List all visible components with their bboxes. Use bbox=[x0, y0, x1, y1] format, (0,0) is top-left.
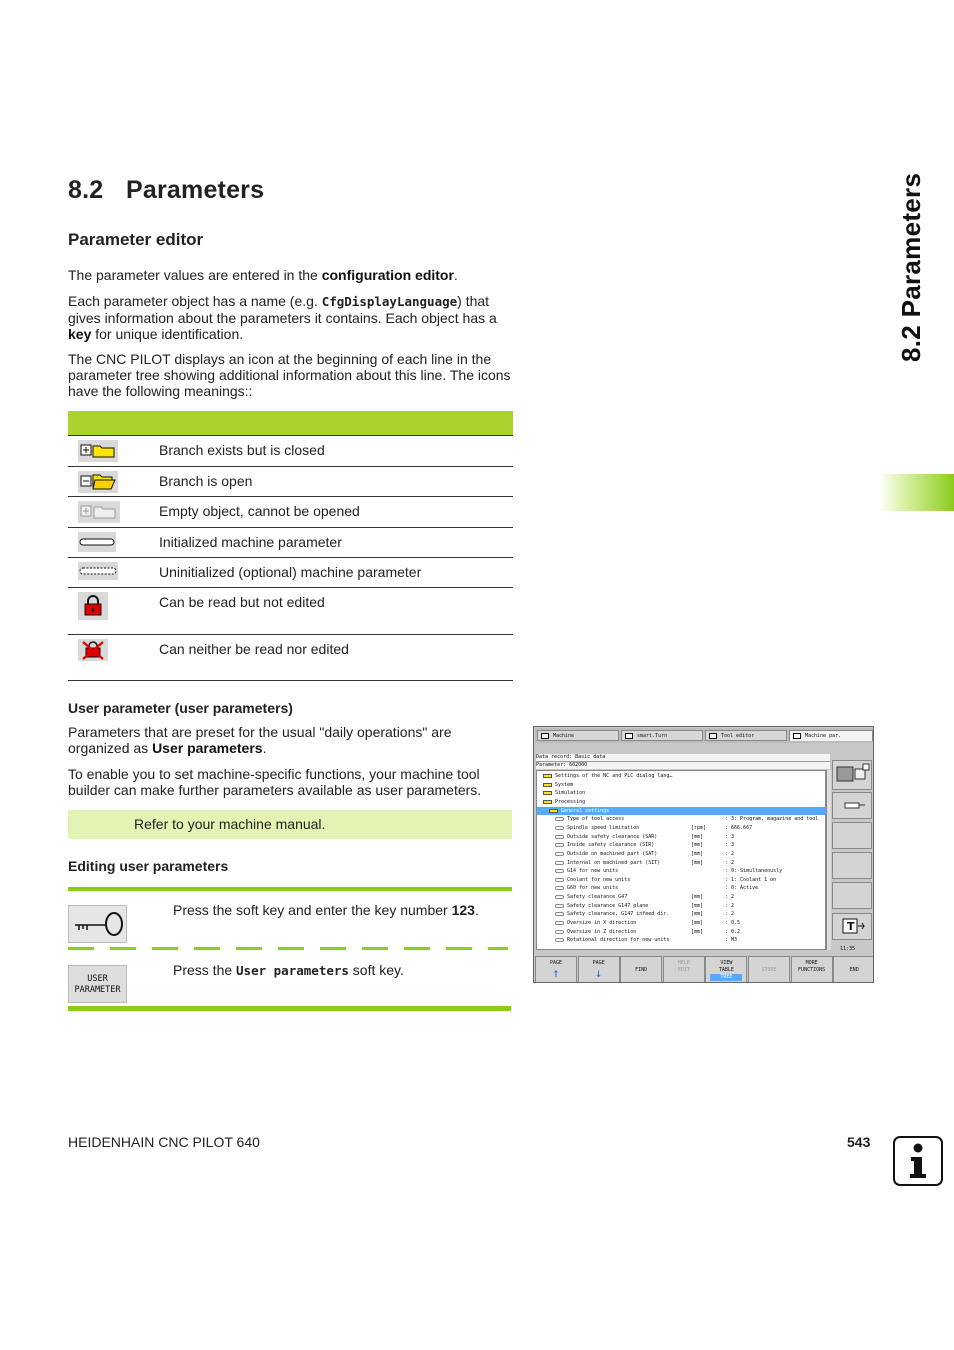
softkey-line-2: FIND bbox=[635, 967, 648, 973]
tree-row-label: Coolant for new units bbox=[567, 876, 631, 883]
machine-manual-note bbox=[68, 810, 512, 839]
step-2-text: Press the User parameters soft key. bbox=[173, 962, 404, 978]
tree-row[interactable] bbox=[537, 902, 827, 910]
side-chapter-title: 8.2 Parameters bbox=[896, 172, 926, 362]
view-tree-indicator: TREE bbox=[710, 974, 742, 981]
tree-row-label: Internal on machined part (SIT) bbox=[567, 859, 661, 866]
tree-row-label: Type of tool access bbox=[567, 816, 625, 823]
folder-icon bbox=[543, 800, 552, 804]
tree-row[interactable] bbox=[537, 893, 827, 901]
tree-row[interactable] bbox=[537, 772, 827, 780]
smart-turn-icon bbox=[625, 733, 633, 739]
table-row bbox=[68, 635, 513, 681]
tree-row-label: Outside on machined part (SAT) bbox=[567, 850, 658, 857]
param-icon bbox=[555, 826, 564, 830]
tree-row-unit: [mm] bbox=[691, 928, 704, 935]
tree-row[interactable] bbox=[537, 876, 827, 884]
screenshot-tab-bar bbox=[535, 728, 874, 743]
tree-row-label: General settings bbox=[561, 807, 610, 814]
param-icon bbox=[555, 878, 564, 882]
editing-title: Editing user parameters bbox=[68, 858, 229, 874]
tree-row[interactable] bbox=[537, 833, 827, 841]
softkey[interactable] bbox=[748, 956, 790, 983]
tree-row[interactable] bbox=[537, 867, 827, 875]
table-row-text: Branch exists but is closed bbox=[159, 442, 325, 458]
chapter-marker bbox=[879, 474, 954, 511]
heading-number: 8.2 bbox=[68, 176, 104, 204]
icon-meaning-table bbox=[68, 411, 513, 681]
tree-row-label: Simulation bbox=[555, 790, 586, 797]
table-row-text: Branch is open bbox=[159, 473, 253, 489]
tree-row-unit: [mm] bbox=[691, 833, 704, 840]
tree-row-value: : 0.2 bbox=[725, 928, 741, 935]
page-heading bbox=[68, 176, 264, 205]
tab-machine-par: Machine par. bbox=[789, 730, 873, 741]
tree-row-label: Spindle speed limitation bbox=[567, 824, 640, 831]
tree-row[interactable] bbox=[537, 859, 827, 867]
tree-row-value: : 666.667 bbox=[725, 824, 753, 831]
softkey-line-1: VIEW bbox=[720, 960, 733, 966]
svg-text:T: T bbox=[847, 920, 855, 933]
softkey[interactable] bbox=[833, 956, 874, 983]
param-icon bbox=[555, 930, 564, 934]
wrench-icon bbox=[832, 792, 872, 819]
param-icon bbox=[555, 817, 564, 821]
tree-row-value: : 2 bbox=[725, 902, 735, 909]
machine-mode-icon bbox=[832, 760, 872, 790]
tree-row[interactable] bbox=[537, 919, 827, 927]
softkey[interactable] bbox=[620, 956, 662, 983]
table-row-text: Can neither be read nor edited bbox=[159, 641, 349, 657]
tree-row-value: : 2 bbox=[725, 859, 735, 866]
machine-par-icon bbox=[793, 733, 801, 739]
tree-row-label: Settings of the NC and PLC dialog lang… bbox=[555, 773, 673, 779]
lock-icon bbox=[78, 592, 108, 623]
tree-row[interactable] bbox=[537, 815, 827, 823]
steps-separator bbox=[68, 947, 508, 950]
tree-row-label: Rotational direction for new units bbox=[567, 937, 670, 944]
heading-title: Parameters bbox=[126, 176, 265, 204]
tree-row-value: : 3: Program, magazine and tool bbox=[725, 816, 819, 823]
softkey-line-1 bbox=[621, 960, 661, 967]
param-icon bbox=[555, 861, 564, 865]
tree-row-unit: [mm] bbox=[691, 911, 704, 918]
table-row bbox=[68, 588, 513, 635]
softkey-line-1: HELP bbox=[677, 960, 690, 966]
softkey-line-2: FUNCTIONS bbox=[798, 967, 826, 973]
user-params-paragraph-1: Parameters that are preset for the usual "daily operations" are organized as User parameters. bbox=[68, 724, 452, 756]
softkey-line-1: PAGE bbox=[592, 960, 605, 966]
tree-row-value: : 2 bbox=[725, 911, 735, 918]
param-icon bbox=[555, 886, 564, 890]
softkey[interactable] bbox=[663, 956, 705, 983]
param-icon bbox=[555, 912, 564, 916]
tree-row[interactable] bbox=[537, 824, 827, 832]
tree-row-value: : 0.5 bbox=[725, 920, 741, 927]
softkey-line-2: END bbox=[849, 967, 859, 973]
tree-row[interactable] bbox=[537, 807, 827, 815]
tree-row-label: System bbox=[555, 781, 574, 788]
tab-tool-editor: Tool editor bbox=[705, 730, 787, 741]
tree-row-value: : M3 bbox=[725, 937, 738, 944]
param-icon bbox=[555, 904, 564, 908]
table-row-text: Uninitialized (optional) machine parameter bbox=[159, 564, 422, 580]
param-icon bbox=[555, 938, 564, 942]
tree-row-label: G14 for new units bbox=[567, 868, 619, 875]
param-icon bbox=[555, 921, 564, 925]
tree-row-unit: [mm] bbox=[691, 902, 704, 909]
key-softkey-icon bbox=[68, 905, 127, 943]
tree-row-unit: [mm] bbox=[691, 842, 704, 849]
tree-row-value: : 2 bbox=[725, 850, 735, 857]
tree-row-unit: [mm] bbox=[691, 859, 704, 866]
tree-row-value: : 3 bbox=[725, 842, 735, 849]
steps-bottom-rule bbox=[68, 1006, 511, 1011]
folder-icon bbox=[549, 809, 558, 813]
softkey[interactable] bbox=[535, 956, 577, 983]
softkey-line-1: PAGE bbox=[549, 960, 563, 966]
softkey-line-2: TABLE bbox=[718, 967, 734, 973]
section-title: Parameter editor bbox=[68, 230, 204, 249]
intro-paragraph-1: The parameter values are entered in the configuration editor. bbox=[68, 267, 458, 283]
tree-row[interactable] bbox=[537, 841, 827, 849]
table-row bbox=[68, 497, 513, 528]
tree-row-value: : 2 bbox=[725, 894, 735, 901]
table-row bbox=[68, 558, 513, 588]
softkey-line-2: ↑ bbox=[552, 966, 560, 980]
tree-row-value: : 3 bbox=[725, 833, 735, 840]
tree-row[interactable] bbox=[537, 884, 827, 892]
folder-icon bbox=[543, 783, 552, 787]
side-softkey-blank-3 bbox=[832, 882, 872, 909]
softkey-line-2: ↓ bbox=[594, 966, 603, 980]
tree-row[interactable] bbox=[537, 798, 827, 806]
tree-row-unit: [mm] bbox=[691, 920, 704, 927]
tree-row-label: Outside safety clearance (SAR) bbox=[567, 833, 658, 840]
steps-top-rule bbox=[68, 887, 512, 891]
user-params-title: User parameter (user parameters) bbox=[68, 700, 293, 716]
param-icon bbox=[555, 895, 564, 899]
param-uninitialized-icon bbox=[78, 562, 118, 583]
intro-paragraph-3: The CNC PILOT displays an icon at the beginning of each line in the parameter tree showing additional information about this line. The icons have the following meanings:: bbox=[68, 351, 511, 399]
folder-open-icon bbox=[78, 471, 118, 496]
softkey[interactable] bbox=[791, 956, 833, 983]
tool-t-icon bbox=[832, 913, 872, 940]
machine-icon bbox=[541, 733, 549, 739]
tree-row[interactable] bbox=[537, 789, 827, 797]
footer-title: HEIDENHAIN CNC PILOT 640 bbox=[68, 1134, 260, 1150]
table-row bbox=[68, 528, 513, 558]
tree-row-unit: [mm] bbox=[691, 850, 704, 857]
tree-row-label: Oversize in X direction bbox=[567, 920, 637, 927]
parameter-tree bbox=[536, 770, 826, 950]
table-header bbox=[68, 411, 513, 436]
tree-row-unit: [mm] bbox=[691, 894, 704, 901]
record-info: Data record: Basic data Parameter: 602000 bbox=[536, 754, 830, 769]
tree-row-value: : 0: Active bbox=[725, 885, 759, 892]
folder-empty-icon bbox=[78, 501, 120, 526]
param-icon bbox=[555, 869, 564, 873]
folder-closed-icon bbox=[78, 440, 118, 465]
tree-row-label: Inside safety clearance (SIR) bbox=[567, 842, 655, 849]
page-number: 543 bbox=[847, 1134, 871, 1150]
softkey-line-1 bbox=[834, 960, 874, 967]
softkey-line-2: EDIT bbox=[677, 967, 690, 973]
intro-paragraph-2: Each parameter object has a name (e.g. CfgDisplayLanguage) that gives information about the parameters it contains. Each object has a key for unique identification. bbox=[68, 293, 497, 342]
side-softkey-blank-2 bbox=[832, 852, 872, 879]
clock: 11:35 bbox=[840, 946, 856, 952]
tree-row-label: Safety clearance G47 bbox=[567, 894, 628, 901]
tree-row[interactable] bbox=[537, 936, 827, 944]
folder-icon bbox=[543, 774, 552, 778]
tree-row-value: : 1: Coolant 1 on bbox=[725, 876, 777, 883]
table-row bbox=[68, 436, 513, 467]
folder-icon bbox=[543, 791, 552, 795]
side-softkey-blank-1 bbox=[832, 822, 872, 849]
tree-row[interactable] bbox=[537, 928, 827, 936]
step-1-text: Press the soft key and enter the key number 123. bbox=[173, 902, 479, 918]
tree-scrollbar bbox=[826, 770, 831, 950]
param-initialized-icon bbox=[78, 532, 116, 555]
table-row-text: Can be read but not edited bbox=[159, 594, 325, 610]
tree-row-value: : 0: Simultaneously bbox=[725, 868, 783, 875]
softkey[interactable] bbox=[705, 956, 747, 983]
info-icon bbox=[893, 1136, 943, 1186]
tab-smart-turn: smart.Turn bbox=[621, 730, 703, 741]
table-row bbox=[68, 467, 513, 497]
tree-row[interactable] bbox=[537, 850, 827, 858]
tree-row-label: Oversize in Z direction bbox=[567, 928, 637, 935]
no-access-icon bbox=[78, 639, 108, 664]
tree-row-unit: [rpm] bbox=[691, 824, 707, 831]
tree-row-label: Safety clearance, G147 infeed dir. bbox=[567, 911, 670, 918]
machine-parameter-screenshot bbox=[533, 726, 874, 983]
table-row-text: Initialized machine parameter bbox=[159, 534, 342, 550]
tool-editor-icon bbox=[709, 733, 717, 739]
tree-row-label: G60 for new units bbox=[567, 885, 619, 892]
tree-row-label: Processing bbox=[555, 798, 586, 805]
softkey-line-1 bbox=[749, 960, 789, 967]
note-text: Refer to your machine manual. bbox=[134, 816, 326, 832]
param-icon bbox=[555, 852, 564, 856]
softkey-line-2: STORE bbox=[761, 967, 777, 973]
tab-machine: Machine bbox=[537, 730, 619, 741]
softkey[interactable] bbox=[578, 956, 620, 983]
softkey-line-1: MORE bbox=[805, 960, 818, 966]
param-icon bbox=[555, 835, 564, 839]
table-row-text: Empty object, cannot be opened bbox=[159, 503, 360, 519]
tree-row-label: Safety clearance G147 plane bbox=[567, 902, 649, 909]
user-parameter-softkey: USER PARAMETER bbox=[68, 965, 127, 1003]
user-params-paragraph-2: To enable you to set machine-specific functions, your machine tool builder can make further parameters available as user parameters. bbox=[68, 766, 482, 798]
param-icon bbox=[555, 843, 564, 847]
tree-row[interactable] bbox=[537, 910, 827, 918]
tree-row[interactable] bbox=[537, 781, 827, 789]
